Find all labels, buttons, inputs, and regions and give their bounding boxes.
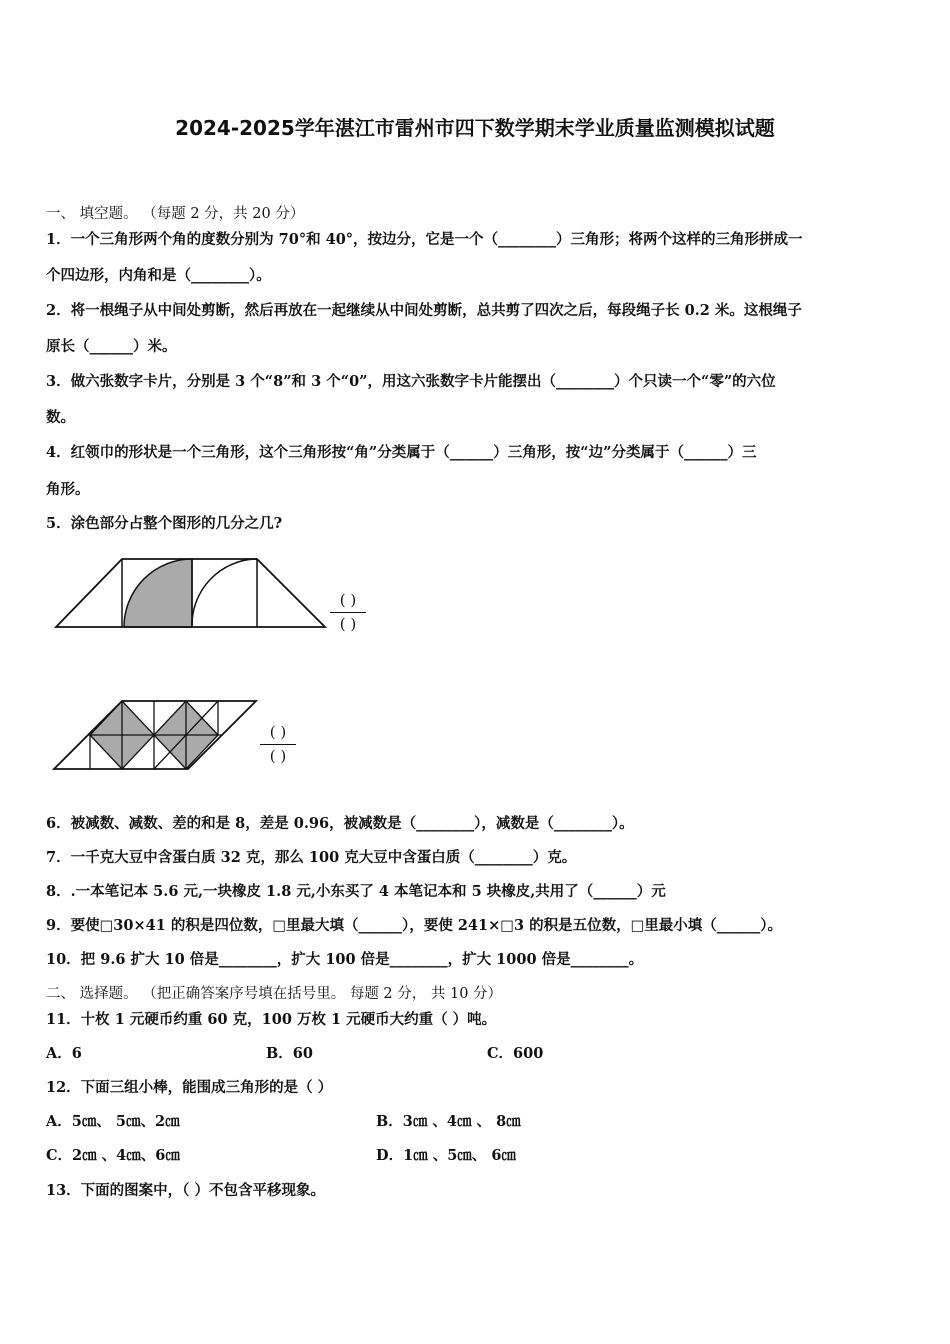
section-1-heading: 一、 填空题。 （每题 2 分，共 20 分） [46, 206, 305, 222]
numerator-blank: ( ) [269, 723, 287, 741]
denominator-blank: ( ) [269, 747, 287, 765]
question-3-line-1: 3．做六张数字卡片，分别是 3 个“8”和 3 个“0”，用这六张数字卡片能摆出（________）个只读一个“零”的六位 [46, 373, 776, 390]
figure-trapezoid [50, 555, 330, 635]
question-11: 11．十枚 1 元硬币约重 60 克，100 万枚 1 元硬币大约重（ ）吨。 [46, 1011, 497, 1028]
q12-option-d[interactable]: D．1㎝ 、5㎝、 6㎝ [376, 1147, 516, 1164]
page-title: 2024-2025学年湛江市雷州市四下数学期末学业质量监测模拟试题 [175, 116, 775, 140]
section-2-heading: 二、 选择题。 （把正确答案序号填在括号里。 每题 2 分， 共 10 分） [46, 986, 503, 1002]
denominator-blank: ( ) [339, 615, 357, 633]
figure-parallelogram [50, 695, 260, 775]
question-6: 6．被减数、减数、差的和是 8，差是 0.96，被减数是（________），减数是（________）。 [46, 815, 634, 832]
question-13: 13．下面的图案中，（ ）不包含平移现象。 [46, 1182, 325, 1199]
question-5: 5．涂色部分占整个图形的几分之几? [46, 515, 283, 532]
fraction-answer-1[interactable] [328, 588, 368, 636]
question-7: 7．一千克大豆中含蛋白质 32 克，那么 100 克大豆中含蛋白质（________）克。 [46, 849, 577, 866]
q11-option-b[interactable]: B．60 [266, 1045, 313, 1062]
question-9: 9．要使□30×41 的积是四位数，□里最大填（______），要使 241×□3 的积是五位数，□里最小填（______）。 [46, 917, 783, 934]
question-3-line-2: 数。 [46, 409, 75, 426]
question-2-line-1: 2．将一根绳子从中间处剪断，然后再放在一起继续从中间处剪断，总共剪了四次之后，每段绳子长 0.2 米。这根绳子 [46, 302, 802, 319]
numerator-blank: ( ) [339, 591, 357, 609]
fraction-answer-2[interactable] [258, 720, 298, 768]
q11-option-c[interactable]: C．600 [487, 1045, 544, 1062]
question-1-line-2: 个四边形，内角和是（________）。 [46, 267, 271, 284]
q12-option-c[interactable]: C．2㎝ 、4㎝、6㎝ [46, 1147, 180, 1164]
question-2-line-2: 原长（______）米。 [46, 338, 177, 355]
question-10: 10．把 9.6 扩大 10 倍是________，扩大 100 倍是________，扩大 1000 倍是________。 [46, 951, 644, 968]
q12-option-a[interactable]: A．5㎝、 5㎝、2㎝ [46, 1113, 180, 1130]
shaded-region [124, 559, 192, 627]
question-12: 12．下面三组小棒，能围成三角形的是（ ） [46, 1079, 333, 1096]
question-4-line-1: 4．红领巾的形状是一个三角形，这个三角形按“角”分类属于（______）三角形，按“边”分类属于（______）三 [46, 444, 757, 461]
q11-option-a[interactable]: A．6 [46, 1045, 82, 1062]
question-4-line-2: 角形。 [46, 481, 90, 498]
question-8: 8．.一本笔记本 5.6 元,一块橡皮 1.8 元,小东买了 4 本笔记本和 5 块橡皮,共用了（______）元 [46, 883, 666, 900]
q12-option-b[interactable]: B．3㎝ 、4㎝ 、 8㎝ [376, 1113, 521, 1130]
question-1-line-1: 1．一个三角形两个角的度数分别为 70°和 40°，按边分，它是一个（________）三角形；将两个这样的三角形拼成一 [46, 231, 803, 248]
